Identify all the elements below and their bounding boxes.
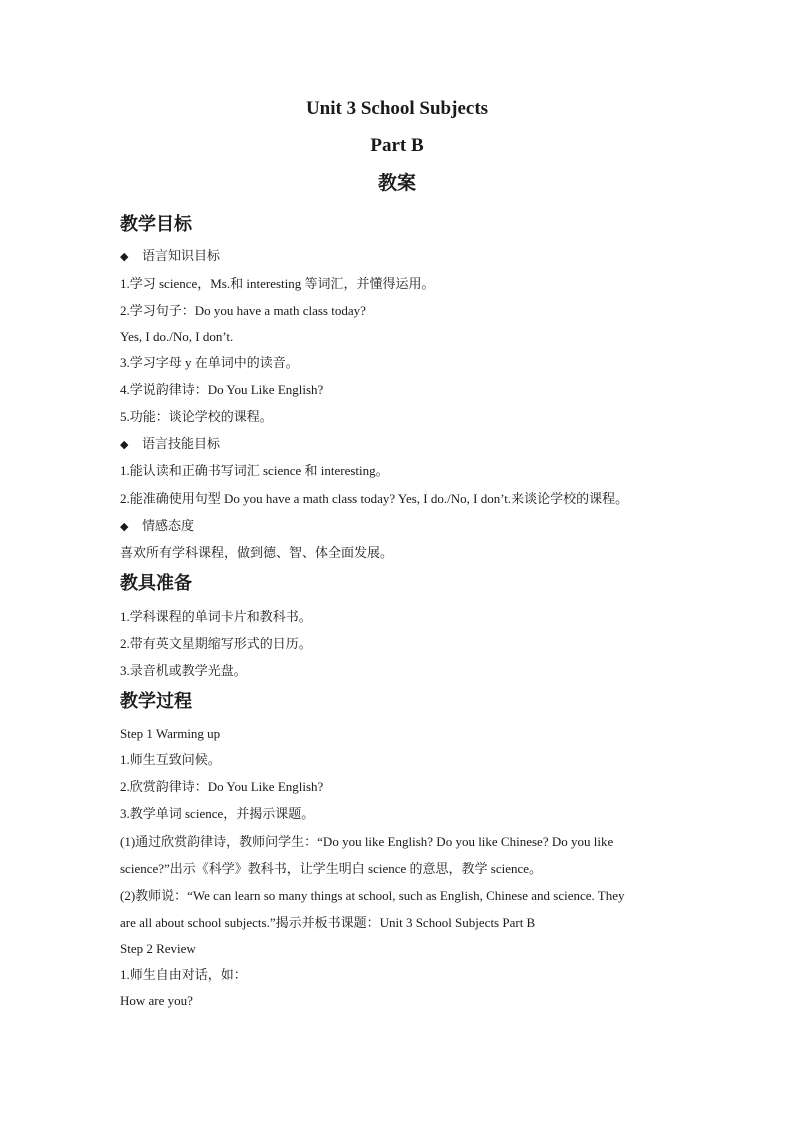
- text-line: 1.学科课程的单词卡片和教科书。: [120, 609, 312, 624]
- step-heading: Step 2 Review: [120, 941, 196, 956]
- text-line: (2)教师说：“We can learn so many things at school, such as English, Chinese and science. They: [120, 888, 625, 903]
- text-line: 3.教学单词 science，并揭示课题。: [120, 806, 315, 821]
- text-line: 1.师生自由对话，如：: [120, 967, 247, 982]
- section-heading-process: 教学过程: [120, 691, 192, 711]
- diamond-bullet-icon: ◆: [120, 251, 129, 263]
- text-line: science?”出示《科学》教科书，让学生明白 science 的意思，教学 science。: [120, 861, 543, 876]
- bullet-label: 情感态度: [142, 518, 195, 533]
- text-line: 2.学习句子：Do you have a math class today?: [120, 303, 366, 318]
- bullet-item-emotion: [120, 518, 194, 535]
- doc-subtitle: Part B: [370, 135, 424, 156]
- text-line: are all about school subjects.”揭示并板书课题：Unit 3 School Subjects Part B: [120, 915, 536, 930]
- text-line: 2.欣赏韵律诗：Do You Like English?: [120, 779, 324, 794]
- doc-title: Unit 3 School Subjects: [305, 98, 489, 119]
- bullet-label: 语言技能目标: [142, 436, 221, 451]
- text-line: (1)通过欣赏韵律诗，教师问学生：“Do you like English? Do you like Chinese? Do you like: [120, 834, 614, 849]
- text-line: 喜欢所有学科课程，做到德、智、体全面发展。: [120, 545, 394, 560]
- text-line: 1.师生互致问候。: [120, 752, 221, 767]
- diamond-bullet-icon: ◆: [120, 521, 129, 533]
- bullet-item-lang-skill: [120, 436, 220, 453]
- text-line: 3.录音机或教学光盘。: [120, 663, 247, 678]
- section-heading-preparation: 教具准备: [120, 573, 192, 593]
- diamond-bullet-icon: ◆: [120, 439, 129, 451]
- text-line: How are you?: [120, 993, 193, 1008]
- text-line: 1.能认读和正确书写词汇 science 和 interesting。: [120, 463, 389, 478]
- text-line: 2.能准确使用句型 Do you have a math class today? Yes, I do./No, I don’t.来谈论学校的课程。: [120, 491, 629, 506]
- text-line: 2.带有英文星期缩写形式的日历。: [120, 636, 312, 651]
- text-line: Yes, I do./No, I don’t.: [120, 329, 234, 344]
- text-line: 4.学说韵律诗：Do You Like English?: [120, 382, 324, 397]
- text-line: 1.学习 science，Ms.和 interesting 等词汇，并懂得运用。: [120, 276, 435, 291]
- doc-type: 教案: [377, 173, 416, 194]
- step-heading: Step 1 Warming up: [120, 726, 221, 741]
- bullet-label: 语言知识目标: [142, 248, 221, 263]
- section-heading-objectives: 教学目标: [120, 214, 192, 234]
- text-line: 3.学习字母 y 在单词中的读音。: [120, 355, 299, 370]
- bullet-item-lang-knowledge: [120, 248, 220, 265]
- text-line: 5.功能：谈论学校的课程。: [120, 409, 273, 424]
